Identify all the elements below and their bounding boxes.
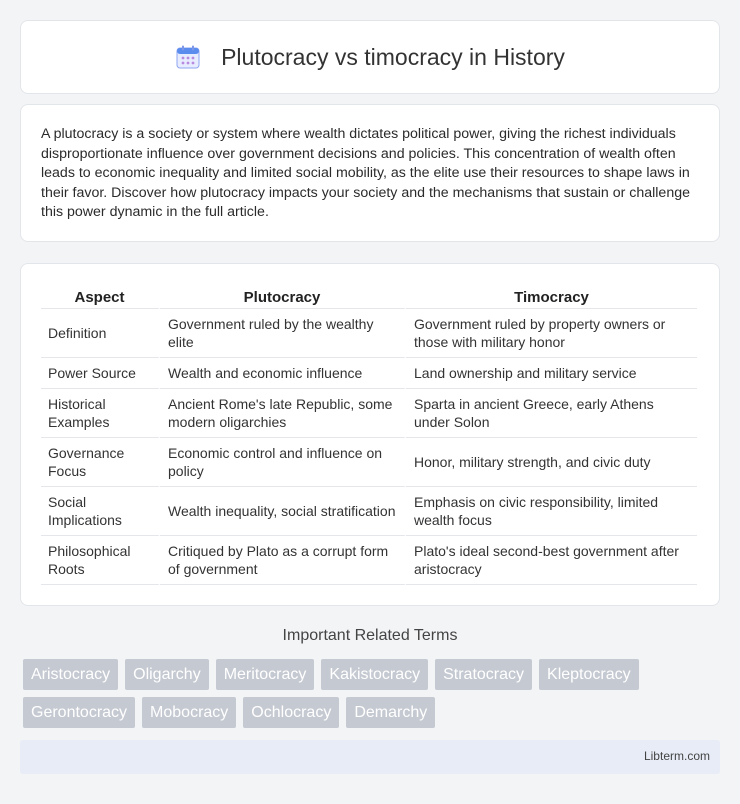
- title-wrap: [175, 44, 565, 71]
- row-timocracy: Government ruled by property owners or those with military honor: [406, 309, 697, 358]
- table-row: [41, 358, 697, 389]
- row-aspect: Historical Examples: [41, 389, 160, 438]
- header-card: [20, 20, 720, 94]
- footer: [20, 740, 720, 774]
- column-header-plutocracy: Plutocracy: [160, 284, 406, 309]
- related-term-tag[interactable]: Kakistocracy: [321, 659, 428, 690]
- table-row: [41, 438, 697, 487]
- row-aspect: Social Implications: [41, 487, 160, 536]
- row-plutocracy: Wealth and economic influence: [160, 358, 406, 389]
- table-row: [41, 309, 697, 358]
- related-term-tag[interactable]: Oligarchy: [125, 659, 209, 690]
- related-term-tag[interactable]: Stratocracy: [435, 659, 532, 690]
- related-terms-list: [23, 659, 723, 728]
- related-terms-title: Important Related Terms: [282, 627, 458, 644]
- table-row: [41, 389, 697, 438]
- table-row: [41, 487, 697, 536]
- row-timocracy: Honor, military strength, and civic duty: [406, 438, 697, 487]
- row-plutocracy: Economic control and influence on policy: [160, 438, 406, 487]
- footer-site-link[interactable]: Libterm.com: [643, 749, 710, 763]
- row-timocracy: Plato's ideal second-best government after aristocracy: [406, 536, 697, 585]
- related-term-tag[interactable]: Kleptocracy: [539, 659, 639, 690]
- row-plutocracy: Ancient Rome's late Republic, some modern oligarchies: [160, 389, 406, 438]
- row-timocracy: Sparta in ancient Greece, early Athens under Solon: [406, 389, 697, 438]
- related-term-tag[interactable]: Ochlocracy: [243, 697, 339, 728]
- row-timocracy: Emphasis on civic responsibility, limited wealth focus: [406, 487, 697, 536]
- row-aspect: Governance Focus: [41, 438, 160, 487]
- row-aspect: Definition: [41, 309, 160, 358]
- column-header-aspect: Aspect: [41, 284, 160, 309]
- row-timocracy: Land ownership and military service: [406, 358, 697, 389]
- row-plutocracy: Critiqued by Plato as a corrupt form of government: [160, 536, 406, 585]
- table-row: [41, 536, 697, 585]
- intro-card: [20, 104, 720, 242]
- column-header-timocracy: Timocracy: [406, 284, 697, 309]
- row-plutocracy: Government ruled by the wealthy elite: [160, 309, 406, 358]
- calendar-icon: [175, 44, 201, 70]
- related-term-tag[interactable]: Gerontocracy: [23, 697, 135, 728]
- page-title: Plutocracy vs timocracy in History: [221, 43, 565, 70]
- comparison-table-card: [20, 263, 720, 606]
- related-term-tag[interactable]: Demarchy: [346, 697, 435, 728]
- table-header-row: [41, 284, 697, 309]
- row-plutocracy: Wealth inequality, social stratification: [160, 487, 406, 536]
- related-term-tag[interactable]: Mobocracy: [142, 697, 236, 728]
- row-aspect: Philosophical Roots: [41, 536, 160, 585]
- intro-text: A plutocracy is a society or system where wealth dictates political power, giving the richest individuals disproportionate influence over government decisions and policies. This concentration of wealth often leads to economic inequality and limited social mobility, as the elite use their resources to shape laws in their favor. Discover how plutocracy impacts your society and the mechanisms that sustain or challenge this power dynamic in the full article.: [41, 126, 690, 220]
- related-term-tag[interactable]: Meritocracy: [216, 659, 315, 690]
- row-aspect: Power Source: [41, 358, 160, 389]
- comparison-table: [41, 284, 697, 585]
- related-term-tag[interactable]: Aristocracy: [23, 659, 118, 690]
